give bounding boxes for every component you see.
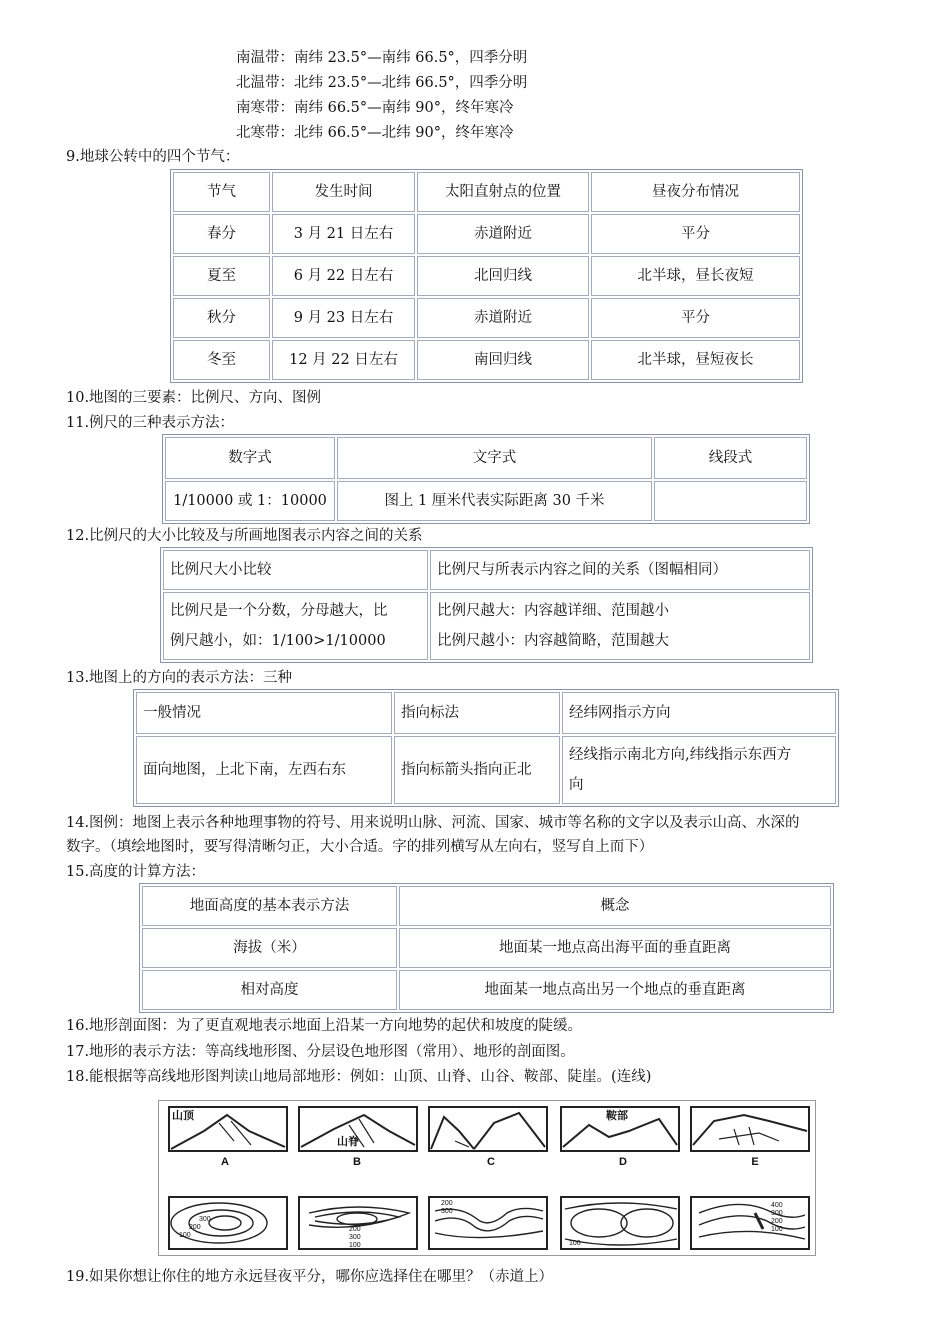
table-cell: 赤道附近	[417, 298, 589, 338]
table-header: 概念	[399, 886, 831, 926]
table-header: 地面高度的基本表示方法	[142, 886, 397, 926]
table-cell: 南回归线	[417, 340, 589, 380]
table-cell: 春分	[173, 214, 270, 254]
scale-relation-table	[160, 547, 813, 663]
contour-number: 100	[569, 1240, 581, 1247]
table-cell: 9 月 23 日左右	[272, 298, 415, 338]
direction-table	[133, 689, 839, 807]
section-16-text: 16.地形剖面图：为了更直观地表示地面上沿某一方向地势的起伏和坡度的陡缓。	[66, 1018, 583, 1034]
table-header: 文字式	[337, 437, 652, 479]
cell-line: 比例尺越小：内容越简略，范围越大	[437, 633, 669, 649]
contour-line	[699, 1231, 805, 1239]
contour-number: 300	[771, 1210, 783, 1217]
contour-line	[315, 1212, 399, 1224]
table-header: 比例尺与所表示内容之间的关系（图幅相同）	[430, 550, 810, 590]
table-cell: 北回归线	[417, 256, 589, 296]
table-cell: 秋分	[173, 298, 270, 338]
contour-number: 400	[771, 1202, 783, 1209]
cell-line: 比例尺越大：内容越详细、范围越小	[437, 603, 669, 619]
panel-label: 山顶	[172, 1110, 194, 1122]
table-header: 比例尺大小比较	[163, 550, 428, 590]
table-row	[142, 928, 831, 968]
table-cell: 相对高度	[142, 970, 397, 1010]
section-14-line-1: 14.图例：地图上表示各种地理事物的符号、用来说明山脉、河流、国家、城市等名称的文字以及表示山高、水深的	[66, 815, 800, 831]
valley-icon	[431, 1113, 545, 1149]
table-cell: 6 月 22 日左右	[272, 256, 415, 296]
table-header: 一般情况	[136, 692, 392, 734]
contour-number: 200	[349, 1226, 361, 1233]
contour-number: 300	[441, 1208, 453, 1215]
section-13-title: 13.地图上的方向的表示方法：三种	[66, 670, 293, 686]
table-cell: 赤道附近	[417, 214, 589, 254]
contour-line	[571, 1209, 627, 1237]
contour-line	[435, 1216, 543, 1230]
table-cell: 北半球，昼长夜短	[591, 256, 800, 296]
table-header-row	[142, 886, 831, 926]
cell-line: 比例尺是一个分数，分母越大，比	[170, 603, 388, 619]
table-cell: 图上 1 厘米代表实际距离 30 千米	[337, 481, 652, 521]
cell-line: 例尺越小，如：1/100>1/10000	[170, 633, 386, 649]
table-row	[165, 481, 807, 521]
zone-line: 北寒带：北纬 66.5°—北纬 90°，终年寒冷	[236, 125, 514, 141]
table-header: 线段式	[654, 437, 807, 479]
table-cell	[163, 592, 428, 660]
contour-line	[699, 1216, 805, 1229]
panel-letter: D	[619, 1156, 627, 1168]
contour-number: 200	[771, 1218, 783, 1225]
contour-number: 300	[199, 1216, 211, 1223]
table-row	[173, 298, 800, 338]
height-table	[139, 883, 834, 1013]
section-18-text: 18.能根据等高线地形图判读山地局部地形：例如：山顶、山脊、山谷、鞍部、陡崖。(连线)	[66, 1069, 652, 1085]
cell-line: 经线指示南北方向,纬线指示东西方	[569, 747, 792, 763]
scale-forms-table	[162, 434, 810, 524]
table-cell	[654, 481, 807, 521]
table-header: 节气	[173, 172, 270, 212]
table-cell	[430, 592, 810, 660]
table-header-row	[165, 437, 807, 479]
table-cell: 海拔（米）	[142, 928, 397, 968]
table-header: 发生时间	[272, 172, 415, 212]
table-row	[173, 256, 800, 296]
section-10-text: 10.地图的三要素：比例尺、方向、图例	[66, 390, 322, 406]
cell-line: 向	[569, 777, 584, 793]
table-header: 指向标法	[394, 692, 560, 734]
table-row	[173, 340, 800, 380]
zone-line: 南温带：南纬 23.5°—南纬 66.5°，四季分明	[236, 50, 528, 66]
contour-number: 100	[179, 1232, 191, 1239]
contour-panel-a	[169, 1197, 287, 1249]
table-header: 太阳直射点的位置	[417, 172, 589, 212]
table-cell: 1/10000 或 1：10000	[165, 481, 335, 521]
panel-label: 山脊	[337, 1136, 359, 1148]
contour-line	[435, 1231, 543, 1238]
panel-letter: A	[221, 1156, 229, 1168]
zone-line: 南寒带：南纬 66.5°—南纬 90°，终年寒冷	[236, 100, 514, 116]
table-cell: 平分	[591, 298, 800, 338]
table-header-row	[136, 692, 836, 734]
table-cell: 指向标箭头指向正北	[394, 736, 560, 804]
table-cell: 3 月 21 日左右	[272, 214, 415, 254]
table-header: 数字式	[165, 437, 335, 479]
contour-line	[209, 1216, 241, 1230]
table-header-row	[173, 172, 800, 212]
contour-number: 200	[441, 1200, 453, 1207]
section-12-title: 12.比例尺的大小比较及与所画地图表示内容之间的关系	[66, 528, 423, 544]
table-header: 昼夜分布情况	[591, 172, 800, 212]
contour-line	[189, 1210, 253, 1236]
table-cell: 地面某一地点高出另一个地点的垂直距离	[399, 970, 831, 1010]
table-cell	[562, 736, 836, 804]
contour-number: 300	[349, 1234, 361, 1241]
table-row	[163, 592, 810, 660]
contour-number: 100	[349, 1242, 361, 1249]
section-19-text: 19.如果你想让你住的地方永远昼夜平分，哪你应选择住在哪里？（赤道上）	[66, 1269, 554, 1285]
panel-label: 鞍部	[606, 1110, 628, 1122]
section-17-text: 17.地形的表示方法：等高线地形图、分层设色地形图（常用）、地形的剖面图。	[66, 1044, 575, 1060]
section-14-line-2: 数字。（填绘地图时，要写得清晰匀正，大小合适。字的排列横写从左向右，竖写自上而下）	[66, 839, 654, 855]
panel-letter: B	[353, 1156, 361, 1168]
panel-letter: E	[751, 1156, 759, 1168]
contour-line	[337, 1213, 377, 1225]
section-11-title: 11.例尺的三种表示方法：	[66, 415, 235, 431]
table-cell: 平分	[591, 214, 800, 254]
table-header: 经纬网指示方向	[562, 692, 836, 734]
landform-figure	[158, 1100, 816, 1256]
cliff-mark	[755, 1213, 763, 1229]
panel-letter: C	[487, 1156, 495, 1168]
table-row	[173, 214, 800, 254]
section-15-title: 15.高度的计算方法：	[66, 864, 206, 880]
contour-number: 100	[771, 1226, 783, 1233]
table-cell: 面向地图，上北下南，左西右东	[136, 736, 392, 804]
table-cell: 12 月 22 日左右	[272, 340, 415, 380]
section-9-title: 9.地球公转中的四个节气：	[66, 149, 240, 165]
sketch-panel-c	[429, 1107, 547, 1151]
contour-line	[699, 1204, 805, 1217]
table-row	[142, 970, 831, 1010]
table-header-row	[163, 550, 810, 590]
zone-line: 北温带：北纬 23.5°—北纬 66.5°，四季分明	[236, 75, 528, 91]
table-row	[136, 736, 836, 804]
table-cell: 冬至	[173, 340, 270, 380]
solar-terms-table	[170, 169, 803, 383]
saddle-icon	[563, 1119, 677, 1147]
table-cell: 地面某一地点高出海平面的垂直距离	[399, 928, 831, 968]
table-cell: 北半球，昼短夜长	[591, 340, 800, 380]
table-cell: 夏至	[173, 256, 270, 296]
contour-number: 200	[189, 1224, 201, 1231]
contour-line	[621, 1209, 673, 1237]
